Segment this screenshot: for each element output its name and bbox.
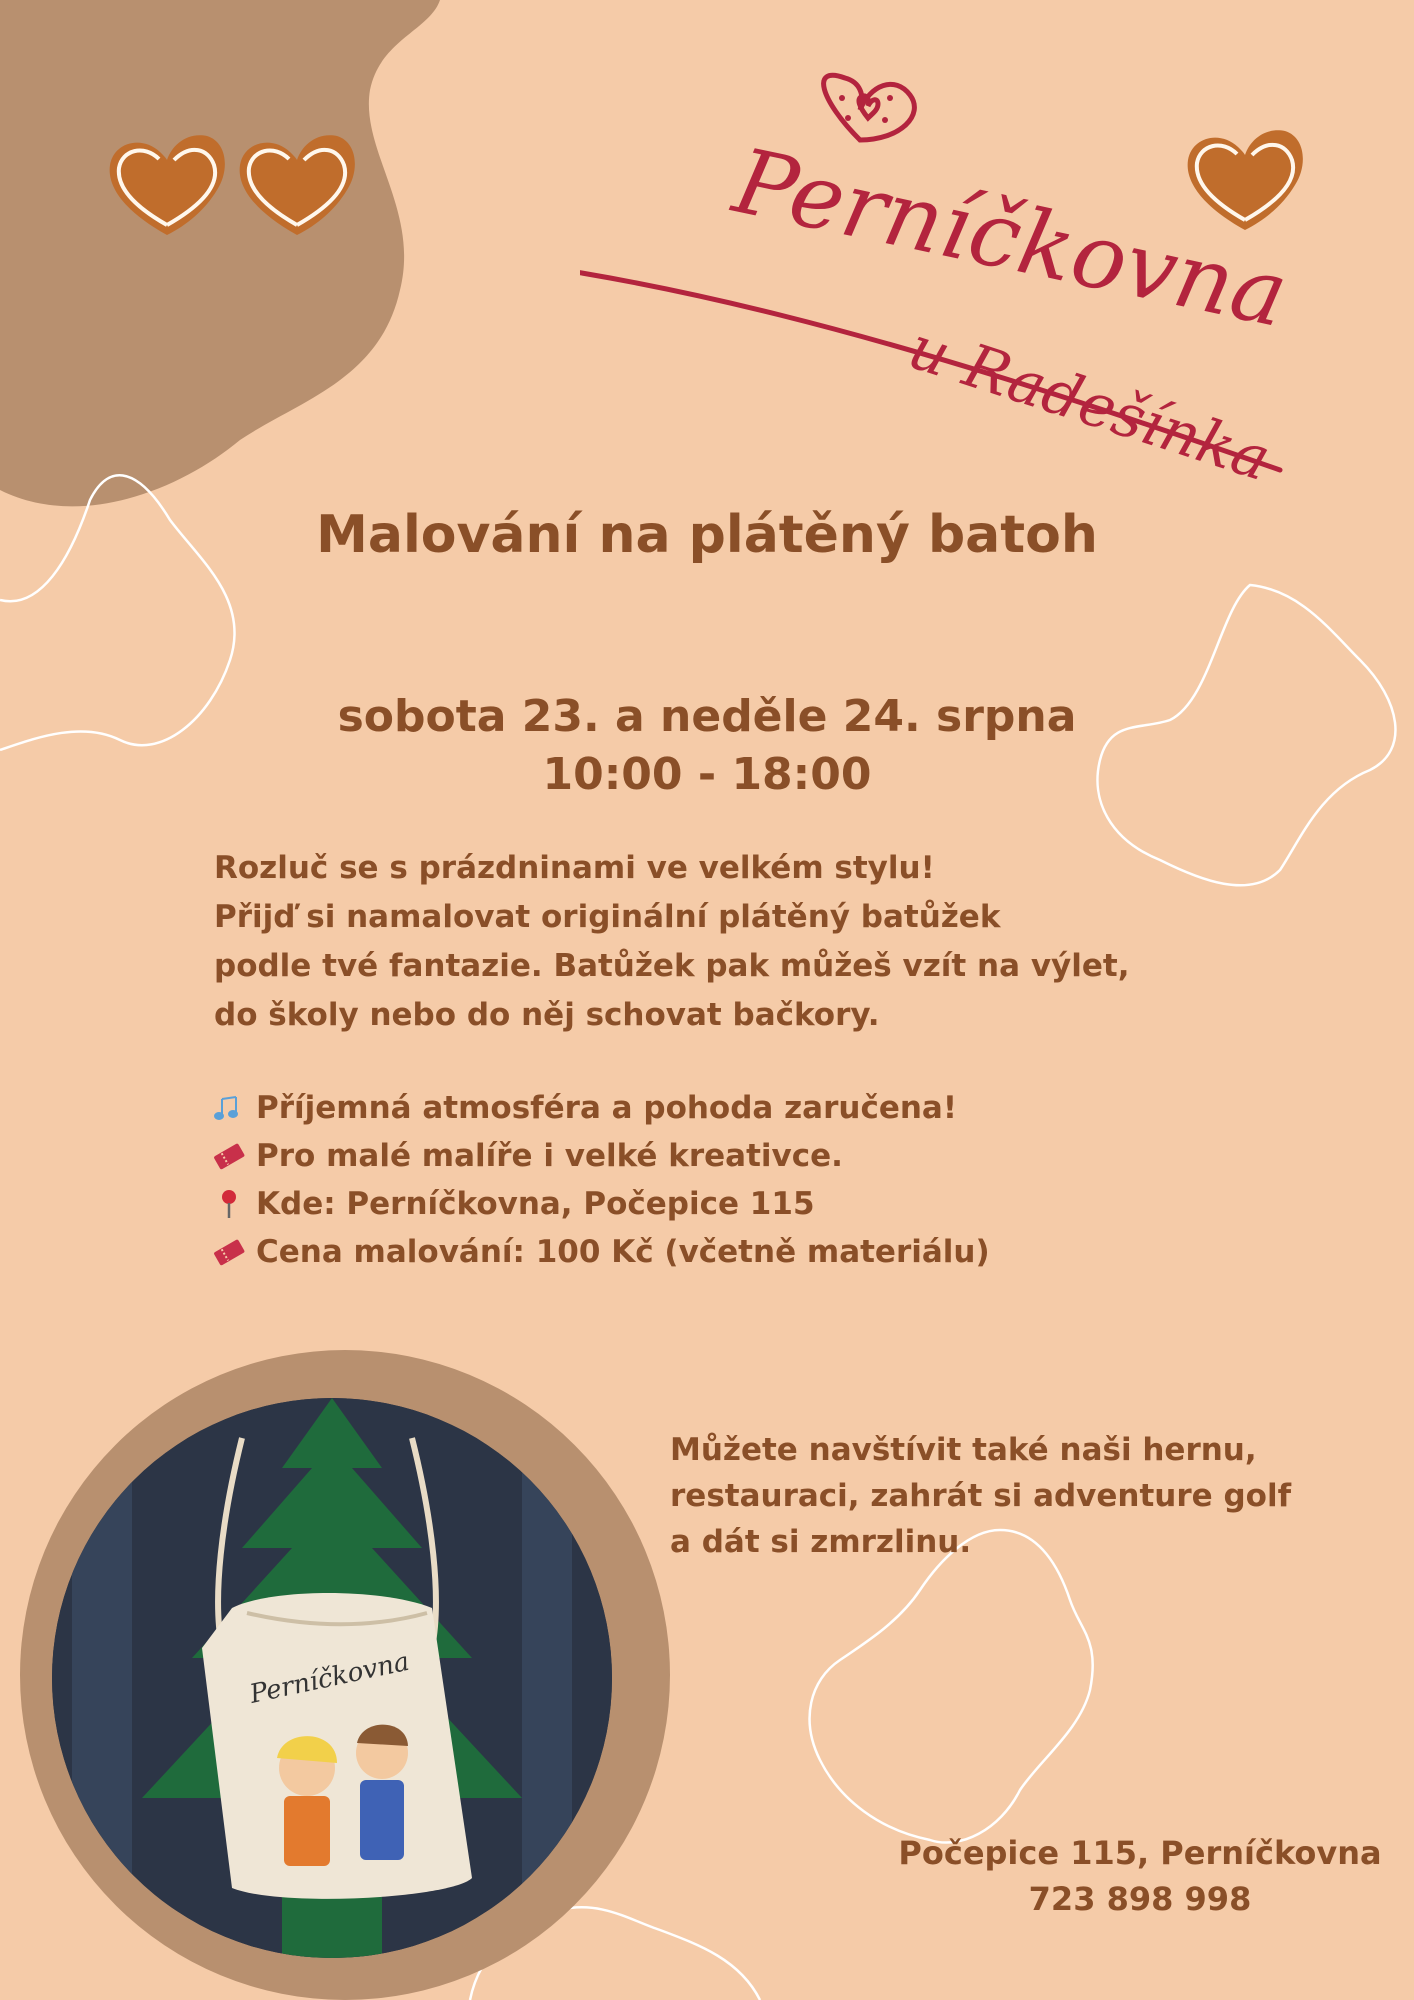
svg-text:Perníčkovna: Perníčkovna xyxy=(247,1646,413,1710)
contact-phone: 723 898 998 xyxy=(1028,1880,1252,1918)
list-item xyxy=(212,1084,1212,1132)
intro-line: podle tvé fantazie. Batůžek pak můžeš vzít na výlet, xyxy=(214,948,1130,984)
event-date: sobota 23. a neděle 24. srpna xyxy=(337,691,1077,742)
gingerbread-heart-icon xyxy=(102,130,232,240)
ticket-icon xyxy=(212,1139,246,1173)
ticket-icon xyxy=(212,1235,246,1269)
perníčkovna-logo xyxy=(580,70,1300,530)
visit-line: a dát si zmrzlinu. xyxy=(670,1524,972,1560)
music-notes-icon xyxy=(212,1091,246,1125)
gingerbread-heart-icon xyxy=(232,130,362,240)
list-item-text: Cena malování: 100 Kč (včetně materiálu) xyxy=(256,1234,990,1270)
intro-line: Rozluč se s prázdninami ve velkém stylu! xyxy=(214,850,935,886)
visit-info xyxy=(670,1427,1370,1565)
list-item-text: Pro malé malíře i velké kreativce. xyxy=(256,1138,843,1174)
contact-info xyxy=(860,1830,1414,1922)
event-time: 10:00 - 18:00 xyxy=(542,749,872,800)
list-item xyxy=(212,1132,1212,1180)
features-list xyxy=(212,1084,1212,1276)
list-item xyxy=(212,1228,1212,1276)
list-item xyxy=(212,1180,1212,1228)
intro-text xyxy=(214,844,1214,1040)
list-item-text: Kde: Perníčkovna, Počepice 115 xyxy=(256,1186,815,1222)
visit-line: restauraci, zahrát si adventure golf xyxy=(670,1478,1292,1514)
pin-icon xyxy=(212,1187,246,1221)
intro-line: do školy nebo do něj schovat bačkory. xyxy=(214,997,880,1033)
backpack-photo xyxy=(52,1398,612,1958)
visit-line: Můžete navštívit také naši hernu, xyxy=(670,1432,1257,1468)
intro-line: Přijď si namalovat originální plátěný batůžek xyxy=(214,899,1001,935)
decorative-blob xyxy=(0,0,460,520)
logo-title: Perníčkovna xyxy=(725,128,1297,349)
event-datetime xyxy=(0,688,1414,804)
contact-address: Počepice 115, Perníčkovna xyxy=(898,1834,1382,1872)
painted-backpack-image xyxy=(52,1398,612,1958)
list-item-text: Příjemná atmosféra a pohoda zaručena! xyxy=(256,1090,957,1126)
logo-subtitle: u Radešínka xyxy=(900,312,1279,496)
event-title: Malování na plátěný batoh xyxy=(316,505,1098,565)
